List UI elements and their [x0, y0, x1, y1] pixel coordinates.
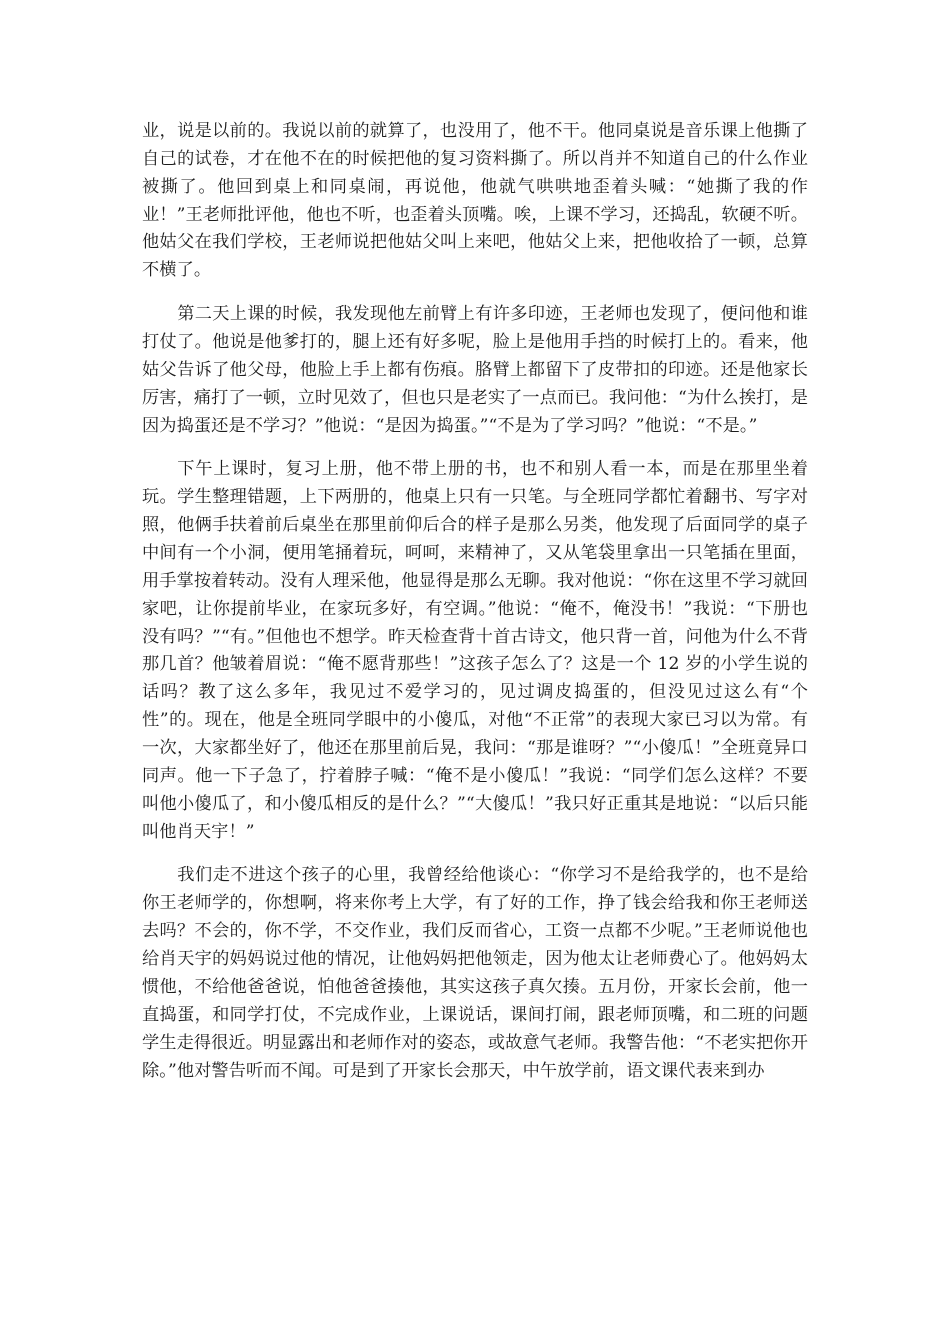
paragraph: 业，说是以前的。我说以前的就算了，也没用了，他不干。他同桌说是音乐课上他撕了自己的试卷，才在他不在的时候把他的复习资料撕了。所以肖并不知道自己的什么作业被撕了。他回到桌上和同桌闹，再说他，他就气哄哄地歪着头喊：“她撕了我的作业！”王老师批评他，他也不听，也歪着头顶嘴。唉，上课不学习，还捣乱，软硬不听。他姑父在我们学校，王老师说把他姑父叫上来吧，他姑父上来，把他收拾了一顿，总算不横了。 [142, 121, 808, 281]
paragraph: 下午上课时，复习上册，他不带上册的书，也不和别人看一本，而是在那里坐着玩。学生整理错题，上下两册的，他桌上只有一只笔。与全班同学都忙着翻书、写字对照，他俩手扶着前后桌坐在那里前仰后合的样子是那么另类，他发现了后面同学的桌子中间有一个小洞，便用笔捅着玩，呵呵，来精神了，又从笔袋里拿出一只笔插在里面，用手掌按着转动。没有人理采他，他显得是那么无聊。我对他说：“你在这里不学习就回家吧，让你提前毕业，在家玩多好，有空调。”他说：“俺不，俺没书！”我说：“下册也没有吗？”“有。”但他也不想学。昨天检查背十首古诗文，他只背一首，问他为什么不背那几首？他皱着眉说：“俺不愿背那些！”这孩子怎么了？这是一个 12 岁的小学生说的话吗？教了这么多年，我见过不爱学习的，见过调皮捣蛋的，但没见过这么有“个性”的。现在，他是全班同学眼中的小傻瓜，对他“不正常”的表现大家已习以为常。有一次，大家都坐好了，他还在那里前后晃，我问：“那是谁呀？”“小傻瓜！”全班竟异口同声。他一下子急了，拧着脖子喊：“俺不是小傻瓜！”我说：“同学们怎么这样？不要叫他小傻瓜了，和小傻瓜相反的是什么？”“大傻瓜！”我只好正重其是地说：“以后只能叫他肖天宇！” [142, 459, 808, 842]
paragraph: 第二天上课的时候，我发现他左前臂上有许多印迹，王老师也发现了，便问他和谁打仗了。他说是他爹打的，腿上还有好多呢，脸上是他用手挡的时候打上的。看来，他姑父告诉了他父母，他脸上手上都有伤痕。胳臂上都留下了皮带扣的印迹。还是他家长厉害，痛打了一顿，立时见效了，但也只是老实了一点而已。我问他：“为什么挨打，是因为捣蛋还是不学习？”他说：“是因为捣蛋。”“不是为了学习吗？”他说：“不是。” [142, 304, 808, 436]
paragraph: 我们走不进这个孩子的心里，我曾经给他谈心：“你学习不是给我学的，也不是给你王老师学的，你想啊，将来你考上大学，有了好的工作，挣了钱会给我和你王老师送去吗？不会的，你不学，不交作业，我们反而省心，工资一点都不少呢。”王老师说他也给肖天宇的妈妈说过他的情况，让他妈妈把他领走，因为他太让老师费心了。他妈妈太惯他，不给他爸爸说，怕他爸爸揍他，其实这孩子真欠揍。五月份，开家长会前，他一直捣蛋，和同学打仗，不完成作业，上课说话，课间打闹，跟老师顶嘴，和二班的问题学生走得很近。明显露出和老师作对的姿态，或故意气老师。我警告他：“不老实把你开除。”他对警告听而不闻。可是到了开家长会那天，中午放学前，语文课代表来到办 [142, 865, 808, 1081]
document-body [142, 118, 808, 1085]
